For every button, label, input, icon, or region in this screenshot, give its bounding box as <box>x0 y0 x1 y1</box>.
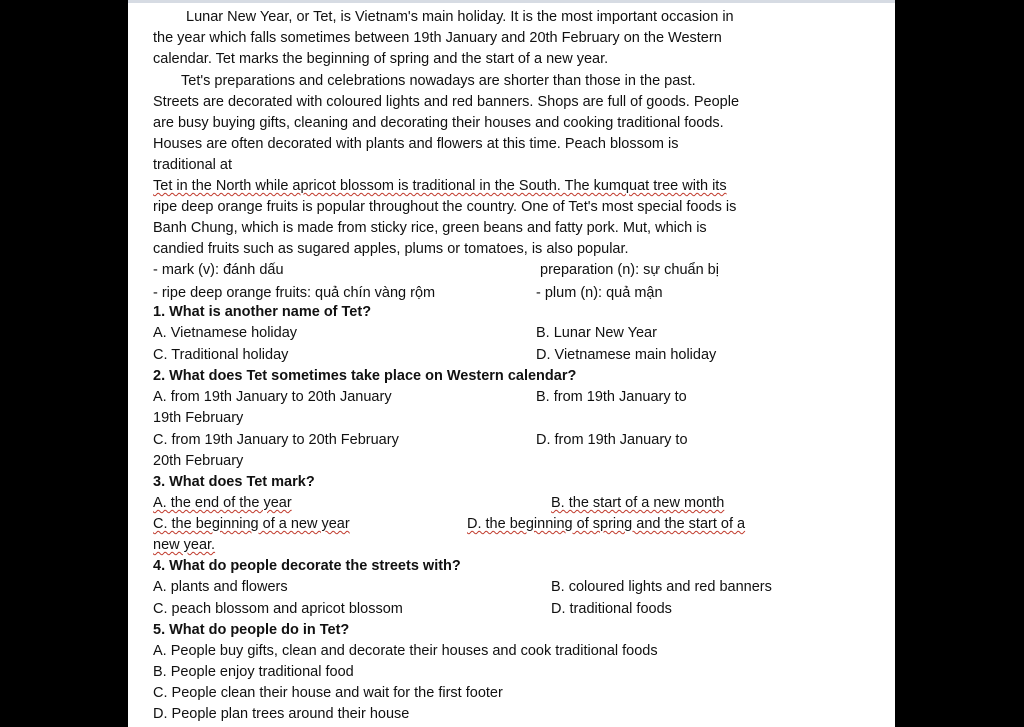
q1-option-d: D. Vietnamese main holiday <box>536 347 717 363</box>
question-3: 3. What does Tet mark? <box>153 474 315 490</box>
q2-option-a: A. from 19th January to 20th January <box>153 389 392 405</box>
passage-line: calendar. Tet marks the beginning of spring and the start of a new year. <box>153 51 609 67</box>
q1-option-a: A. Vietnamese holiday <box>153 325 298 341</box>
q3-option-b: B. the start of a new month <box>551 495 725 511</box>
q4-option-d: D. traditional foods <box>551 601 672 617</box>
q1-option-b: B. Lunar New Year <box>536 325 657 341</box>
passage-line: Banh Chung, which is made from sticky rice, green beans and fatty pork. Mut, which is <box>153 220 707 236</box>
q3-option-a: A. the end of the year <box>153 495 292 511</box>
q5-option-d: D. People plan trees around their house <box>153 706 410 722</box>
question-1: 1. What is another name of Tet? <box>153 304 372 320</box>
q4-option-b: B. coloured lights and red banners <box>551 579 772 595</box>
q2-option-c: C. from 19th January to 20th February <box>153 432 399 448</box>
passage-line: Tet in the North while apricot blossom is traditional in the South. The kumquat tree with its <box>153 178 727 194</box>
q4-option-a: A. plants and flowers <box>153 579 288 595</box>
vocab-right: preparation (n): sự chuẩn bị <box>540 262 719 278</box>
q5-option-a: A. People buy gifts, clean and decorate their houses and cook traditional foods <box>153 643 658 659</box>
q3-option-d-cont: new year. <box>153 537 216 553</box>
q5-option-c: C. People clean their house and wait for the first footer <box>153 685 503 701</box>
passage-line: Lunar New Year, or Tet, is Vietnam's main holiday. It is the most important occasion in <box>186 9 734 25</box>
q1-option-c: C. Traditional holiday <box>153 347 289 363</box>
question-5: 5. What do people do in Tet? <box>153 622 350 638</box>
passage-line: Streets are decorated with coloured lights and red banners. Shops are full of goods. People <box>153 94 740 110</box>
passage-line: ripe deep orange fruits is popular throughout the country. One of Tet's most special foods is <box>153 199 737 215</box>
q4-option-c: C. peach blossom and apricot blossom <box>153 601 403 617</box>
q2-option-b: B. from 19th January to <box>536 389 687 405</box>
passage-line: are busy buying gifts, cleaning and decorating their houses and cooking traditional foods. <box>153 115 724 131</box>
vocab-left: - ripe deep orange fruits: quả chín vàng rộm <box>153 285 436 301</box>
q2-option-d: D. from 19th January to <box>536 432 688 448</box>
page-top-border <box>128 0 895 3</box>
passage-line: Houses are often decorated with plants and flowers at this time. Peach blossom is <box>153 136 679 152</box>
q2-option-a-cont: 19th February <box>153 410 244 426</box>
q5-option-b: B. People enjoy traditional food <box>153 664 354 680</box>
question-2: 2. What does Tet sometimes take place on Western calendar? <box>153 368 577 384</box>
vocab-left: - mark (v): đánh dấu <box>153 262 284 278</box>
passage-line: traditional at <box>153 157 232 173</box>
question-4: 4. What do people decorate the streets with? <box>153 558 461 574</box>
q3-option-c: C. the beginning of a new year <box>153 516 350 532</box>
passage-line: the year which falls sometimes between 19th January and 20th February on the Western <box>153 30 722 46</box>
q3-option-d: D. the beginning of spring and the start of a <box>467 516 746 532</box>
document-page <box>128 0 895 727</box>
passage-line: Tet's preparations and celebrations nowadays are shorter than those in the past. <box>181 73 696 89</box>
vocab-right: - plum (n): quả mận <box>536 285 663 301</box>
q2-option-c-cont: 20th February <box>153 453 244 469</box>
passage-line: candied fruits such as sugared apples, plums or tomatoes, is also popular. <box>153 241 629 257</box>
